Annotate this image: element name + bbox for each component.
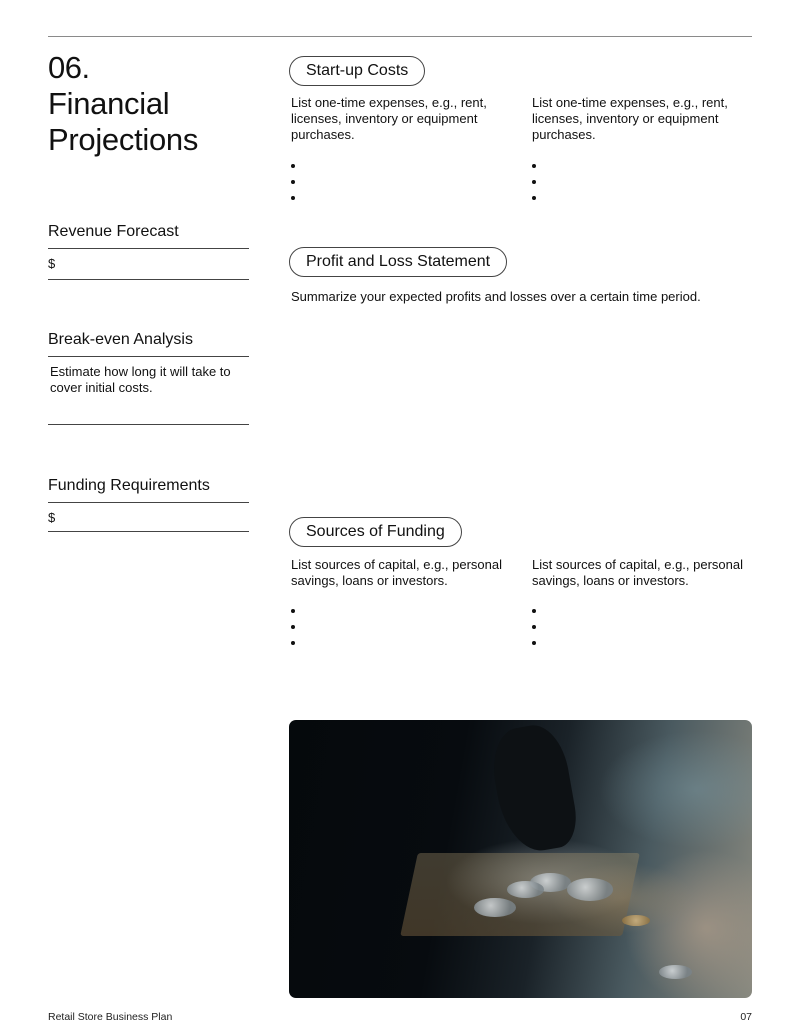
page-number: 07 <box>740 1011 752 1023</box>
break-even-block <box>48 330 249 425</box>
revenue-forecast-field[interactable]: $ <box>48 249 249 280</box>
page-title: Financial Projections <box>48 86 199 157</box>
top-divider <box>48 36 752 37</box>
startup-costs-col1-text: List one-time expenses, e.g., rent, licenses, inventory or equipment purchases. <box>291 95 487 142</box>
break-even-label: Break-even Analysis <box>48 330 249 357</box>
coin-icon <box>507 881 544 898</box>
sources-of-funding-col2-text: List sources of capital, e.g., personal savings, loans or investors. <box>532 557 744 588</box>
funding-requirements-label: Funding Requirements <box>48 476 249 503</box>
startup-costs-heading: Start-up Costs <box>289 56 425 86</box>
profit-loss-heading: Profit and Loss Statement <box>289 247 507 277</box>
sources-of-funding-col1-text: List sources of capital, e.g., personal savings, loans or investors. <box>291 557 503 588</box>
coins-photo <box>289 720 752 998</box>
section-number: 06. <box>48 50 90 85</box>
coin-icon <box>659 965 691 979</box>
funding-requirements-block <box>48 476 249 532</box>
startup-costs-col2-text: List one-time expenses, e.g., rent, licenses, inventory or equipment purchases. <box>532 95 728 142</box>
revenue-forecast-block <box>48 222 249 280</box>
coin-icon <box>622 915 650 926</box>
profit-loss-text: Summarize your expected profits and losses over a certain time period. <box>291 289 701 304</box>
break-even-field[interactable]: Estimate how long it will take to cover initial costs. <box>48 357 249 425</box>
footer-document-title: Retail Store Business Plan <box>48 1011 173 1023</box>
coin-icon <box>567 878 613 900</box>
funding-requirements-field[interactable]: $ <box>48 503 249 532</box>
hand-silhouette <box>487 720 582 856</box>
revenue-forecast-label: Revenue Forecast <box>48 222 249 249</box>
sources-of-funding-heading: Sources of Funding <box>289 517 462 547</box>
